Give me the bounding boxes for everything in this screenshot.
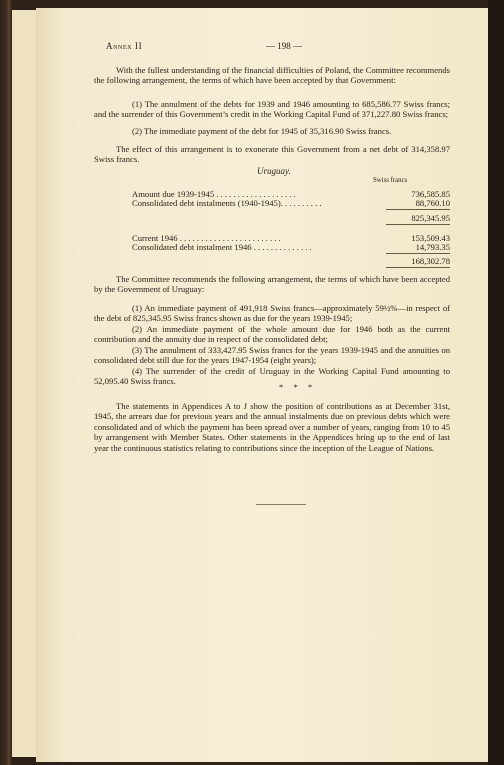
sum-rule: [386, 253, 450, 254]
table-row-value: 736,585.85: [411, 189, 450, 199]
sum-rule: [386, 224, 450, 225]
paragraph-poland-1: (1) The annulment of the debts for 1939 and 1946 amounting to 685,586.77 Swiss francs; and the surrender of this Government’s credit in the Working Capital Fund of 371,227.80 Swiss francs;: [94, 99, 450, 120]
table-title: Uruguay.: [257, 166, 291, 176]
paragraph-uruguay-intro: The Committee recommends the following arrangement, the terms of which have been accepted by the Government of Uruguay:: [94, 274, 450, 295]
annex-label: Annex II: [106, 41, 143, 51]
paragraph-uruguay-2: (2) An immediate payment of the whole amount due for 1946 both as the current contribution and the annuity due in respect of the consolidated debt;: [94, 324, 450, 345]
document-page: [36, 8, 488, 762]
table-row-label: Consolidated debt instalments (1940-1945). . . . . . . . . .: [132, 198, 322, 208]
sum-rule: [386, 267, 450, 268]
sum-rule: [386, 209, 450, 210]
table-row-label: Amount due 1939-1945 . . . . . . . . . . . . . . . . . . .: [132, 189, 296, 199]
paragraph-uruguay-3: (3) The annulment of 333,427.95 Swiss francs for the years 1939-1945 and the annuities on consolidated debt still due for the years 1947-1954 (eight years);: [94, 345, 450, 366]
section-separator: * * *: [279, 382, 317, 392]
table-subtotal: 825,345.95: [411, 213, 450, 223]
paragraph-uruguay-1: (1) An immediate payment of 491,918 Swiss francs—approximately 59½%—in respect of the debt of 825,345.95 Swiss francs shown as due for the years 1939-1945;: [94, 303, 450, 324]
paragraph-statements: The statements in Appendices A to J show the position of contributions as at December 31st, 1945, the arrears due for previous years and the annual instalments due on previous debts which were consolidated and of which the payment has been spread over a number of years, ranging from 10 to 45 by arrangement with Member States. Other statements in the Appendices bring up to the end of last year the continuous statistics relating to contributions since the inception of the League of Nations.: [94, 401, 450, 453]
table-row-label: Current 1946 . . . . . . . . . . . . . . . . . . . . . . . .: [132, 233, 281, 243]
table-unit: Swiss francs: [373, 177, 408, 184]
paragraph-effect: The effect of this arrangement is to exonerate this Government from a net debt of 314,358.97 Swiss francs.: [94, 144, 450, 165]
table-row-label: Consolidated debt instalment 1946 . . . . . . . . . . . . . .: [132, 242, 312, 252]
paragraph-poland-2: (2) The immediate payment of the debt for 1945 of 35,316.90 Swiss francs.: [132, 126, 392, 136]
table-row-value: 14,793.35: [415, 242, 450, 252]
table-subtotal: 168,302.78: [411, 256, 450, 266]
table-row-value: 88,760.10: [415, 198, 450, 208]
page-number: — 198 —: [266, 41, 302, 51]
paragraph-uruguay-4: (4) The surrender of the credit of Uruguay in the Working Capital Fund amounting to 52,095.40 Swiss francs.: [94, 366, 450, 387]
book-cover-edge: [488, 0, 504, 765]
running-header: [106, 41, 454, 53]
closing-rule: [256, 504, 306, 505]
paragraph-intro: With the fullest understanding of the financial difficulties of Poland, the Committee recommends the following arrangement, the terms of which have been accepted by that Government:: [94, 65, 450, 86]
table-row-value: 153,509.43: [411, 233, 450, 243]
